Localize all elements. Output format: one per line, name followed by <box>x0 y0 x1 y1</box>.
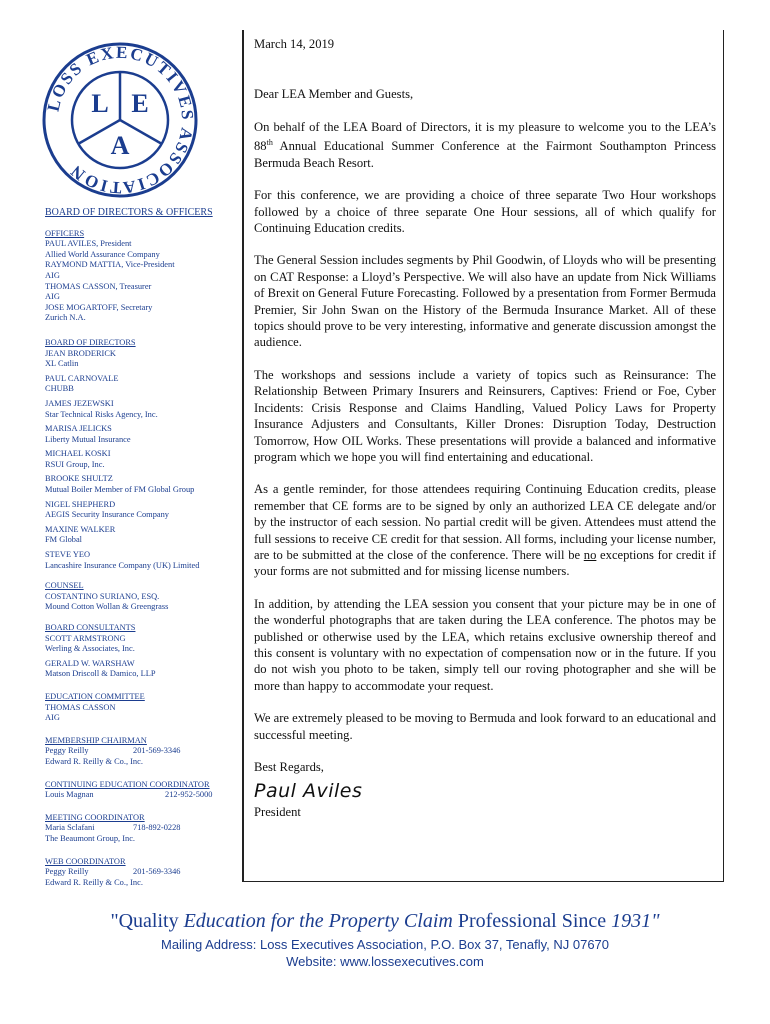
p5-text-b: exceptions for credit if your forms are not submitted and for missing license numbers. <box>254 547 716 579</box>
website: Website: www.lossexecutives.com <box>286 954 484 969</box>
web-name: Peggy Reilly <box>45 867 89 877</box>
officers-heading: OFFICERS <box>45 228 85 238</box>
membership-group <box>45 736 245 768</box>
p1-text-b: Annual Educational Summer Conference at the Fairmont Southampton Princess Bermuda Beach Resort. <box>254 139 716 170</box>
membership-org: Edward R. Reilly & Co., Inc. <box>45 756 143 766</box>
ce-phone: 212-952-5000 <box>165 790 213 800</box>
board-member-org: XL Catlin <box>45 359 79 369</box>
board-member-name: JEAN BRODERICK <box>45 348 116 358</box>
ce-contact <box>45 790 245 801</box>
board-member-org: Liberty Mutual Insurance <box>45 434 131 444</box>
paragraph-ce-reminder <box>254 481 716 579</box>
signature: Paul Aviles <box>254 780 363 803</box>
consultant-entry <box>45 659 245 680</box>
logo-letter-l: L <box>91 89 109 118</box>
board-title: BOARD OF DIRECTORS & OFFICERS <box>45 207 213 218</box>
board-member-org: Lancashire Insurance Company (UK) Limited <box>45 560 200 570</box>
lea-logo-graphic <box>40 40 200 200</box>
officer-entry <box>45 282 245 303</box>
p1-sup: th <box>266 138 273 148</box>
counsel-name: COSTANTINO SURIANO, ESQ. <box>45 591 160 601</box>
board-member-name: STEVE YEO <box>45 550 91 560</box>
board-member-entry <box>45 500 245 521</box>
education-heading: EDUCATION COMMITTEE <box>45 691 145 701</box>
meeting-phone: 718-892-0228 <box>133 823 181 833</box>
web-heading: WEB COORDINATOR <box>45 856 126 866</box>
ce-name: Louis Magnan <box>45 790 94 800</box>
tagline <box>0 910 770 933</box>
consultants-heading: BOARD CONSULTANTS <box>45 623 136 632</box>
consultant-org: Werling & Associates, Inc. <box>45 644 135 654</box>
paragraph-conference: For this conference, we are providing a choice of three separate Two Hour workshops followed by a choice of three separate One Hour sessions, all of which qualify for Continuing Education credits. <box>254 188 716 236</box>
closing-phrase: Best Regards, <box>254 760 324 774</box>
education-group <box>45 692 245 724</box>
officer-list <box>45 239 245 324</box>
membership-phone: 201-569-3346 <box>133 746 181 756</box>
board-group <box>45 338 245 571</box>
board-member-org: Star Technical Risks Agency, Inc. <box>45 409 158 419</box>
p5-underline: no <box>583 547 597 562</box>
p1-text-a: On behalf of the LEA Board of Directors, it is my pleasure to welcome you to the LEA’s 88 <box>254 119 716 154</box>
mailing-address: Mailing Address: Loss Executives Association, P.O. Box 37, Tenafly, NJ 07670 <box>160 937 610 952</box>
consultant-entry <box>45 634 245 655</box>
consultant-list <box>45 634 245 680</box>
officer-org: AIG <box>45 270 60 280</box>
letter-box <box>242 30 724 882</box>
lea-logo <box>40 40 200 200</box>
consultants-group <box>45 623 245 680</box>
board-member-entry <box>45 424 245 445</box>
officer-entry <box>45 239 245 260</box>
meeting-org: The Beaumont Group, Inc. <box>45 833 136 843</box>
officer-name: RAYMOND MATTIA, Vice-President <box>45 260 175 270</box>
officers-group <box>45 229 245 324</box>
board-member-name: MAXINE WALKER <box>45 524 116 534</box>
meeting-contact <box>45 823 245 834</box>
meeting-group <box>45 813 245 845</box>
officer-entry <box>45 303 245 324</box>
logo-letter-e: E <box>131 89 149 118</box>
paragraph-photo-consent: In addition, by attending the LEA session you consent that your picture may be in one of the wonderful photographs that are taken during the LEA conference. The photos may be published or otherwise used by the LEA, which retains exclusive ownership thereof and this consent is voluntary with no expectation of compensation now or in the future. If you do not wish you photo to be taken, simply tell our roving photographer and she will be more than happy to accommodate your request. <box>254 596 716 693</box>
web-group <box>45 857 245 889</box>
web-contact <box>45 867 245 878</box>
logo-letter-a: A <box>110 131 130 160</box>
officer-entry <box>45 260 245 281</box>
board-member-org: RSUI Group, Inc. <box>45 459 105 469</box>
consultant-name: GERALD W. WARSHAW <box>45 658 135 668</box>
counsel-group <box>45 581 245 613</box>
officer-org: Zurich N.A. <box>45 313 86 323</box>
logo-ring-text: LOSS EXECUTIVES ASSOCIATION <box>43 42 198 198</box>
ce-group <box>45 780 245 801</box>
meeting-name: Maria Sclafani <box>45 823 95 833</box>
paragraph-workshops: The workshops and sessions include a variety of topics such as Reinsurance: The Relationship Between Primary Insurers and Reinsurers, Captives: Friend or Foe, Cyber Incidents: Crisis Response and Claims Handling, Valued Policy Laws for Property Insurance Adjusters and Consultants, Killer Drones: Disruption Today, Destruction Tomorrow, How OIL Works. These presentations will provide a balanced and informative program which we hope you will find entertaining and educational. <box>254 367 716 464</box>
consultant-name: SCOTT ARMSTRONG <box>45 633 126 643</box>
education-org: AIG <box>45 713 60 723</box>
paragraph-general-session: The General Session includes segments by Phil Goodwin, of Lloyds who will be presenting on CAT Response: a Lloyd’s Perspective. We will also have an update from Nick Williams of Brexit on General Future Forecasting. Followed by a presentation from Former Bermuda Premier, Sir John Swan on the History of the Bermuda Insurance Market. All of these topics should prove to be very interesting, informative and generate discussion amongst the audience. <box>254 253 717 350</box>
board-member-name: MARISA JELICKS <box>45 424 112 434</box>
board-member-name: NIGEL SHEPHERD <box>45 499 116 509</box>
board-member-org: FM Global <box>45 535 82 545</box>
board-member-name: BROOKE SHULTZ <box>45 474 113 484</box>
consultant-org: Matson Driscoll & Damico, LLP <box>45 669 156 679</box>
board-member-org: Mutual Boiler Member of FM Global Group <box>45 485 195 495</box>
board-member-entry <box>45 550 245 571</box>
board-list <box>45 349 245 572</box>
board-member-entry <box>45 449 245 470</box>
letter-date: March 14, 2019 <box>254 37 335 51</box>
board-sidebar <box>45 208 245 894</box>
tagline-b: Professional Since <box>452 910 612 932</box>
tagline-italic-1: Education for the Property Claim <box>183 910 453 932</box>
membership-heading: MEMBERSHIP CHAIRMAN <box>45 735 147 745</box>
board-member-entry <box>45 349 245 370</box>
board-member-name: JAMES JEZEWSKI <box>45 398 114 408</box>
board-heading: BOARD OF DIRECTORS <box>45 337 136 347</box>
education-name: THOMAS CASSON <box>45 702 116 712</box>
membership-contact <box>45 746 245 757</box>
officer-name: PAUL AVILES, President <box>45 239 132 249</box>
letter-body <box>254 36 716 820</box>
board-member-entry <box>45 474 245 495</box>
officer-org: Allied World Assurance Company <box>45 249 160 259</box>
signer-title: President <box>254 804 301 819</box>
board-member-name: MICHAEL KOSKI <box>45 449 111 459</box>
web-org: Edward R. Reilly & Co., Inc. <box>45 877 143 887</box>
salutation: Dear LEA Member and Guests, <box>254 87 414 102</box>
membership-name: Peggy Reilly <box>45 746 89 756</box>
board-member-entry <box>45 525 245 546</box>
meeting-heading: MEETING COORDINATOR <box>45 812 145 822</box>
officer-name: THOMAS CASSON, Treasurer <box>45 281 152 291</box>
board-member-name: PAUL CARNOVALE <box>45 373 119 383</box>
officer-name: JOSE MOGARTOFF, Secretary <box>45 302 153 312</box>
officer-org: AIG <box>45 292 60 302</box>
web-phone: 201-569-3346 <box>133 867 181 877</box>
p5-text-a: As a gentle reminder, for those attendees requiring Continuing Education credits, please remember that CE forms are to be signed by only an authorized LEA CE delegate and/or by the instructor of each session. No partial credit will be given. Attendees must attend the full sessions to receive CE credit for that session. All forms, including your license number, are to be submitted at the close of the conference. There will be <box>254 482 716 562</box>
ce-heading: CONTINUING EDUCATION COORDINATOR <box>45 779 210 789</box>
footer <box>0 910 770 969</box>
tagline-italic-2: 1931" <box>611 910 660 932</box>
board-member-entry <box>45 374 245 395</box>
paragraph-welcome <box>254 119 716 171</box>
counsel-heading: COUNSEL <box>45 581 84 591</box>
tagline-a: "Quality <box>110 910 184 932</box>
paragraph-closing: We are extremely pleased to be moving to Bermuda and look forward to an educational and successful meeting. <box>254 711 716 742</box>
board-member-entry <box>45 399 245 420</box>
board-member-org: AEGIS Security Insurance Company <box>45 510 169 520</box>
board-member-org: CHUBB <box>45 384 74 394</box>
counsel-org: Mound Cotton Wollan & Greengrass <box>45 602 169 612</box>
